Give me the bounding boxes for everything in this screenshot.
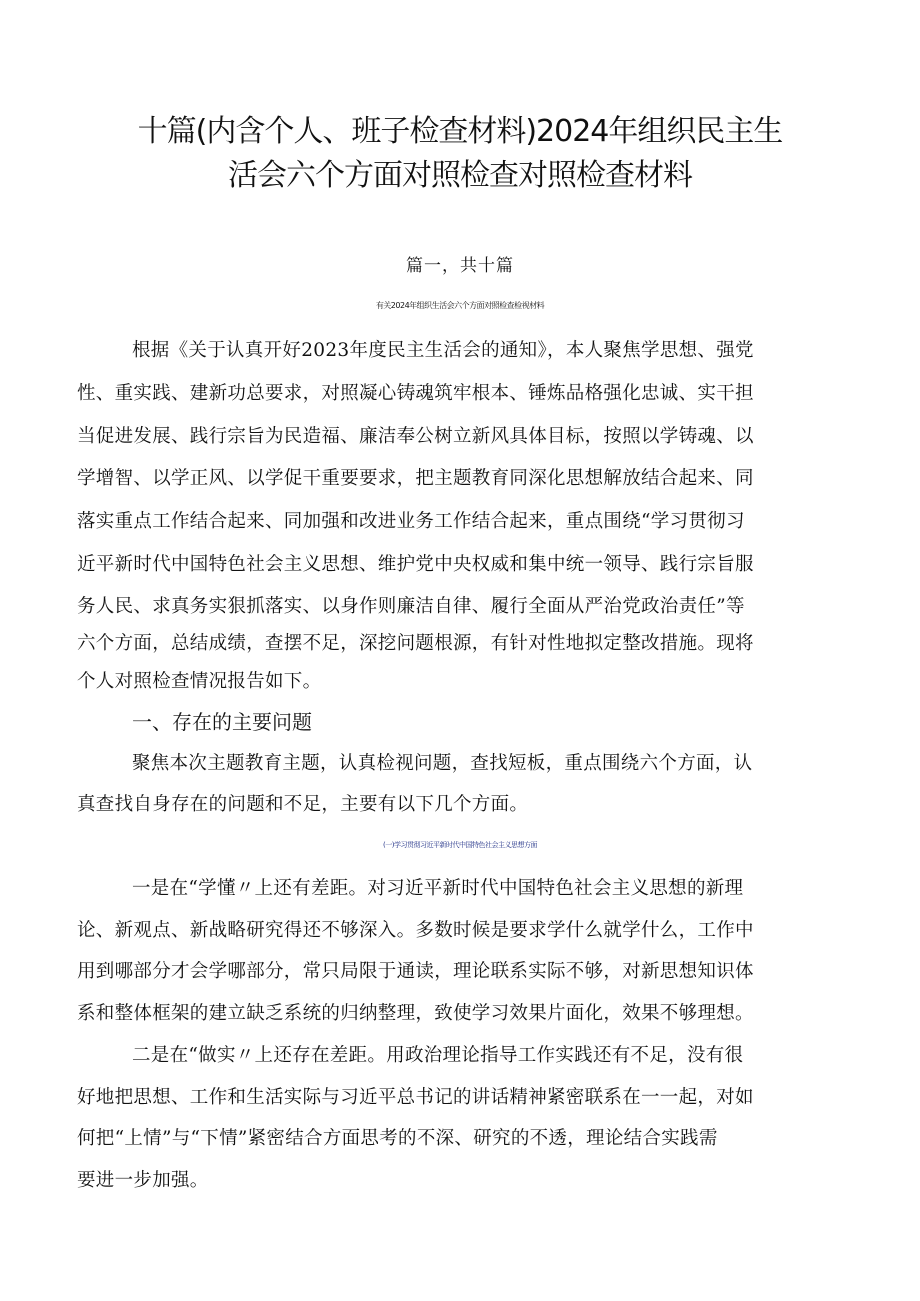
section-heading-1: 一、存在的主要问题	[132, 710, 312, 734]
paragraph-line: 论、新观点、新战略研究得还不够深入。多数时候是要求学什么就学什么，工作中	[77, 920, 754, 941]
title-line-2: 活会六个方面对照检查对照检查材料	[228, 158, 692, 193]
part-label: 篇一，共十篇	[406, 256, 514, 276]
subsection-heading-1: (一)学习贯彻习近平新时代中国特色社会主义思想方面	[383, 841, 537, 849]
paragraph-line: 系和整体框架的建立缺乏系统的归纳整理，致使学习效果片面化，效果不够理想。	[77, 1003, 754, 1024]
paragraph-line: 真查找自身存在的问题和不足，主要有以下几个方面。	[77, 794, 529, 815]
document-title	[100, 110, 820, 198]
paragraph-line: 当促进发展、践行宗旨为民造福、廉洁奉公树立新风具体目标，按照以学铸魂、以	[77, 426, 754, 447]
paragraph-line: 一是在“学懂〃上还有差距。对习近平新时代中国特色社会主义思想的新理	[132, 878, 744, 899]
paragraph-line: 何把“上情”与“下情”紧密结合方面思考的不深、研究的不透，理论结合实践需	[77, 1128, 718, 1149]
paragraph-line: 六个方面，总结成绩，查摆不足，深挖问题根源，有针对性地拟定整改措施。现将	[77, 633, 754, 654]
paragraph-line: 近平新时代中国特色社会主义思想、维护党中央权威和集中统一领导、践行宗旨服	[77, 554, 754, 575]
paragraph-line: 要进一步加强。	[77, 1170, 209, 1191]
paragraph-line: 落实重点工作结合起来、同加强和改进业务工作结合起来，重点围绕“学习贯彻习	[77, 511, 745, 532]
section-title: 有关2024年组织生活会六个方面对照检查检视材料	[375, 301, 545, 310]
paragraph-line: 二是在“做实〃上还存在差距。用政治理论指导工作实践还有不足，没有很	[132, 1045, 744, 1066]
paragraph-line: 聚焦本次主题教育主题，认真检视问题，查找短板，重点围绕六个方面，认	[132, 753, 753, 774]
paragraph-line: 务人民、求真务实狠抓落实、以身作则廉洁自律、履行全面从严治党政治责任”等	[77, 596, 745, 617]
title-line-1: 十篇(内含个人、班子检查材料)2024年组织民主生	[137, 114, 783, 149]
paragraph-line: 学增智、以学正风、以学促干重要要求，把主题教育同深化思想解放结合起来、同	[77, 468, 754, 489]
paragraph-line: 好地把思想、工作和生活实际与习近平总书记的讲话精神紧密联系在一一起，对如	[77, 1087, 754, 1108]
paragraph-line: 用到哪部分才会学哪部分，常只局限于通读，理论联系实际不够，对新思想知识体	[77, 961, 754, 982]
paragraph-line: 性、重实践、建新功总要求，对照凝心铸魂筑牢根本、锤炼品格强化忠诚、实干担	[77, 383, 754, 404]
paragraph-line: 个人对照检查情况报告如下。	[77, 671, 322, 692]
paragraph-line: 根据《关于认真开好2023年度民主生活会的通知》，本人聚焦学思想、强党	[132, 340, 754, 361]
